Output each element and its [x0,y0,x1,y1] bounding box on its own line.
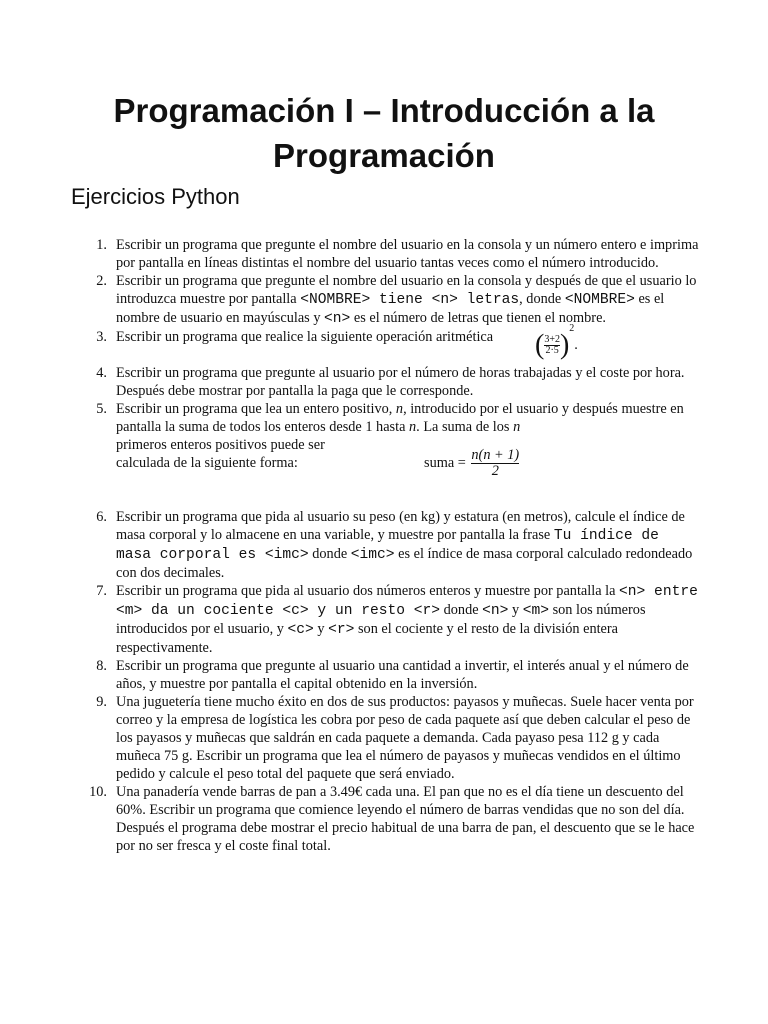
code-snippet: Tu índice de masa corporal es <imc> [116,528,659,563]
exercise-text: Escribir un programa que pregunte el nombre del usuario en la consola y después de que el usuario lo introduzca muestre por pantalla [116,273,697,307]
exercise-item [71,508,699,582]
math-variable: n [409,419,417,435]
exercise-number: 10. [89,784,107,800]
exercise-item [71,693,699,783]
document-title: Programación I – Introducción a la Programación [113,92,655,174]
exercise-number: 7. [96,583,107,599]
code-snippet: <NOMBRE> [564,292,635,308]
exercise-text: , donde [519,291,565,307]
exercise-number: 9. [96,694,107,710]
exercise-item [71,323,699,364]
exercise-number: 4. [96,365,107,381]
exercise-number: 3. [96,329,107,345]
section-subtitle: Ejercicios Python [71,184,240,209]
exercise-item [71,272,699,328]
exercise-text: Escribir un programa que realice la siguiente operación aritmética [116,329,494,345]
exercise-text: , introducido por el usuario y después muestre en pantalla la suma de todos los enteros desde 1 hasta [116,401,684,435]
code-snippet: <n> [324,311,351,327]
exercise-text: es el número de letras que tienen el nombre. [350,310,606,326]
math-variable: n [513,419,521,435]
exercise-text: donde [440,602,483,618]
exercise-text: son los números introducidos por el usuario, y [116,602,646,637]
period: . [574,337,578,353]
exercise-text: y [508,602,523,618]
code-snippet: <m> [522,603,549,619]
fraction-denominator: 2 [471,463,519,479]
exercise-text: donde [308,546,351,562]
exercise-text: es el índice de masa corporal calculado redondeado con dos decimales. [116,546,693,581]
exercise-number: 1. [96,237,107,253]
math-variable: n [395,401,404,417]
exercise-text: Una panadería vende barras de pan a 3.49€ cada una. El pan que no es el día tiene un descuento del 60%. Escribir un programa que comience leyendo el número de barras vendidas que no son del día. Después el programa debe mostrar el precio habitual de una barra de pan, el descuento que se le hace por no ser fresca y el coste final total. [116,784,695,854]
exercise-number: 2. [96,273,107,289]
exercise-list [71,236,699,855]
fraction-numerator: 3+2 [544,333,560,345]
fraction-numerator: n(n + 1) [471,447,520,463]
exercise-text: y [313,621,329,637]
exercise-text: Escribir un programa que pida al usuario dos números enteros y muestre por pantalla la [116,583,620,599]
exercise-text: Escribir un programa que pregunte al usuario una cantidad a invertir, el interés anual y el número de años, y muestre por pantalla el capital obtenido en la inversión. [116,658,689,692]
code-snippet: <n> [482,603,509,619]
code-snippet: <imc> [350,547,395,563]
exercise-number: 5. [96,401,107,417]
exercise-item [71,400,699,508]
exercise-text: Una juguetería tiene mucho éxito en dos de sus productos: payasos y muñecas. Suele hacer venta por correo y la empresa de logística les cobra por peso de cada paquete así que deben calcular el peso de los payasos y muñecas que saldrán en cada paquete a demanda. Cada payaso pesa 112 g y cada muñeca 75 g. Escribir un programa que lea el número de payasos y muñecas vendidos en el último pedido y calcule el peso total del paquete que será enviado. [116,694,694,782]
fraction-denominator: 2·5 [545,345,559,357]
exercise-item [71,783,699,855]
exercise-item [71,582,699,657]
code-snippet: <n> entre <m> da un cociente <c> y un resto <r> [116,584,698,619]
exercise-text: Escribir un programa que lea un entero positivo, [116,401,396,417]
formula-lhs: suma = [424,454,466,471]
exercise-item [71,236,699,272]
sum-formula [424,448,521,479]
math-formula: ( $\frac{3+2}{2\cdot 5}$ )$^2$. [535,323,578,361]
exercise-number: 6. [96,509,107,525]
exercise-text: es el nombre de usuario en mayúsculas y [116,291,665,326]
exercise-text: . La suma de los [416,419,514,435]
exercise-text: Escribir un programa que pregunte el nombre del usuario en la consola y un número entero e imprima por pantalla en líneas distintas el nombre del usuario tantas veces como el número introducido. [116,237,699,271]
exercise-text: son el cociente y el resto de la división entera respectivamente. [116,621,619,656]
exercise-text: Escribir un programa que pregunte al usuario por el número de horas trabajadas y el coste por hora. Después debe mostrar por pantalla la paga que le corresponde. [116,365,685,399]
exercise-item [71,657,699,693]
exponent: 2 [569,323,575,334]
exercise-number: 8. [96,658,107,674]
exercise-item [71,364,699,400]
code-snippet: <NOMBRE> tiene <n> letras [300,292,520,308]
exercise-text-block [116,400,696,472]
code-snippet: <c> [287,622,314,638]
exercise-text: primeros enteros positivos puede ser calculada de la siguiente forma: [116,437,325,471]
exercise-text: Escribir un programa que pida al usuario su peso (en kg) y estatura (en metros), calcule el índice de masa corporal y lo almacene en una variable, y muestre por pantalla la frase [116,509,685,543]
code-snippet: <r> [328,622,355,638]
